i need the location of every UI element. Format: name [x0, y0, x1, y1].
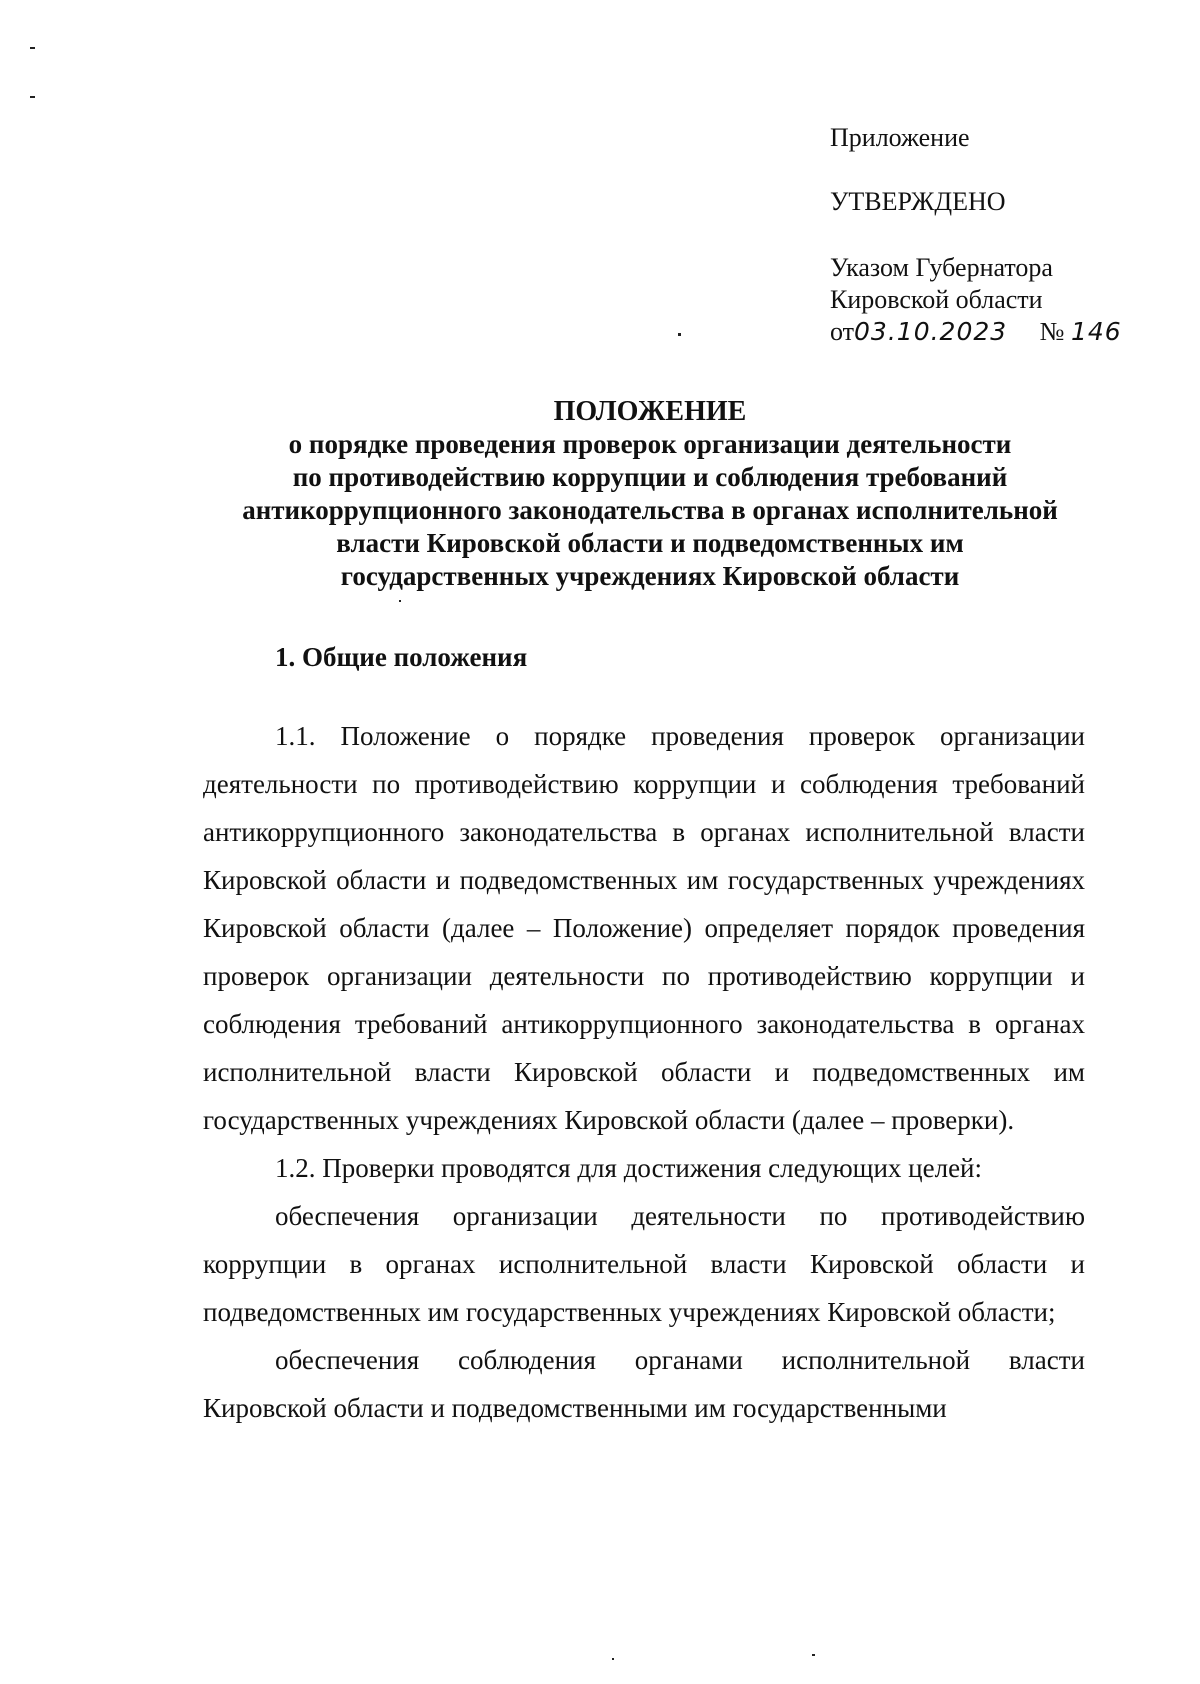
decree-block	[830, 252, 1122, 348]
title-main: ПОЛОЖЕНИЕ	[553, 396, 747, 427]
paragraph-goal-1: обеспечения организации деятельности по противодействию коррупции в органах исполнительной власти Кировской области и подведомственных им государственных учреждениях Кировской области;	[203, 1201, 1085, 1327]
scan-speck	[678, 333, 681, 336]
paragraph-1-2: 1.2. Проверки проводятся для достижения следующих целей:	[275, 1153, 983, 1183]
appendix-label	[830, 122, 970, 154]
document-title	[150, 395, 1150, 593]
scan-speck	[612, 1658, 614, 1660]
scan-speck	[30, 96, 35, 98]
approved-label	[830, 186, 1006, 218]
title-line-3: антикоррупционного законодательства в органах исполнительной	[242, 495, 1058, 525]
number-prefix: №	[1039, 317, 1065, 346]
title-line-2: по противодействию коррупции и соблюдения требований	[292, 462, 1008, 492]
paragraph-goal-2: обеспечения соблюдения органами исполнительной власти Кировской области и подведомственными им государственными	[203, 1345, 1085, 1423]
decree-line-1: Указом Губернатора	[830, 253, 1053, 282]
date-prefix: от	[830, 317, 855, 346]
decree-date-number	[830, 316, 1122, 348]
section-body	[203, 712, 1085, 1432]
paragraph-1-1: 1.1. Положение о порядке проведения проверок организации деятельности по противодействию коррупции и соблюдения требований антикоррупционного законодательства в органах исполнительной власти Кировской области и подведомственных им государственных учреждениях Кировской области (далее – Положение) определяет порядок проведения проверок организации деятельности по противодействию коррупции и соблюдения требований антикоррупционного законодательства в органах исполнительной власти Кировской области и подведомственных им государственных учреждениях Кировской области (далее – проверки).	[203, 721, 1085, 1135]
section-heading: 1. Общие положения	[275, 642, 528, 672]
scan-speck	[30, 47, 35, 49]
title-line-1: о порядке проведения проверок организации деятельности	[288, 429, 1012, 459]
title-line-5: государственных учреждениях Кировской области	[340, 561, 960, 591]
decree-line-2: Кировской области	[830, 285, 1043, 314]
approved-text: УТВЕРЖДЕНО	[830, 187, 1006, 216]
handwritten-number: 146	[1070, 317, 1122, 346]
appendix-text: Приложение	[830, 123, 970, 152]
title-line-4: власти Кировской области и подведомственных им	[336, 528, 964, 558]
scan-speck	[399, 600, 401, 602]
handwritten-date: 03.10.2023	[854, 317, 1008, 346]
scan-speck	[812, 1654, 815, 1656]
